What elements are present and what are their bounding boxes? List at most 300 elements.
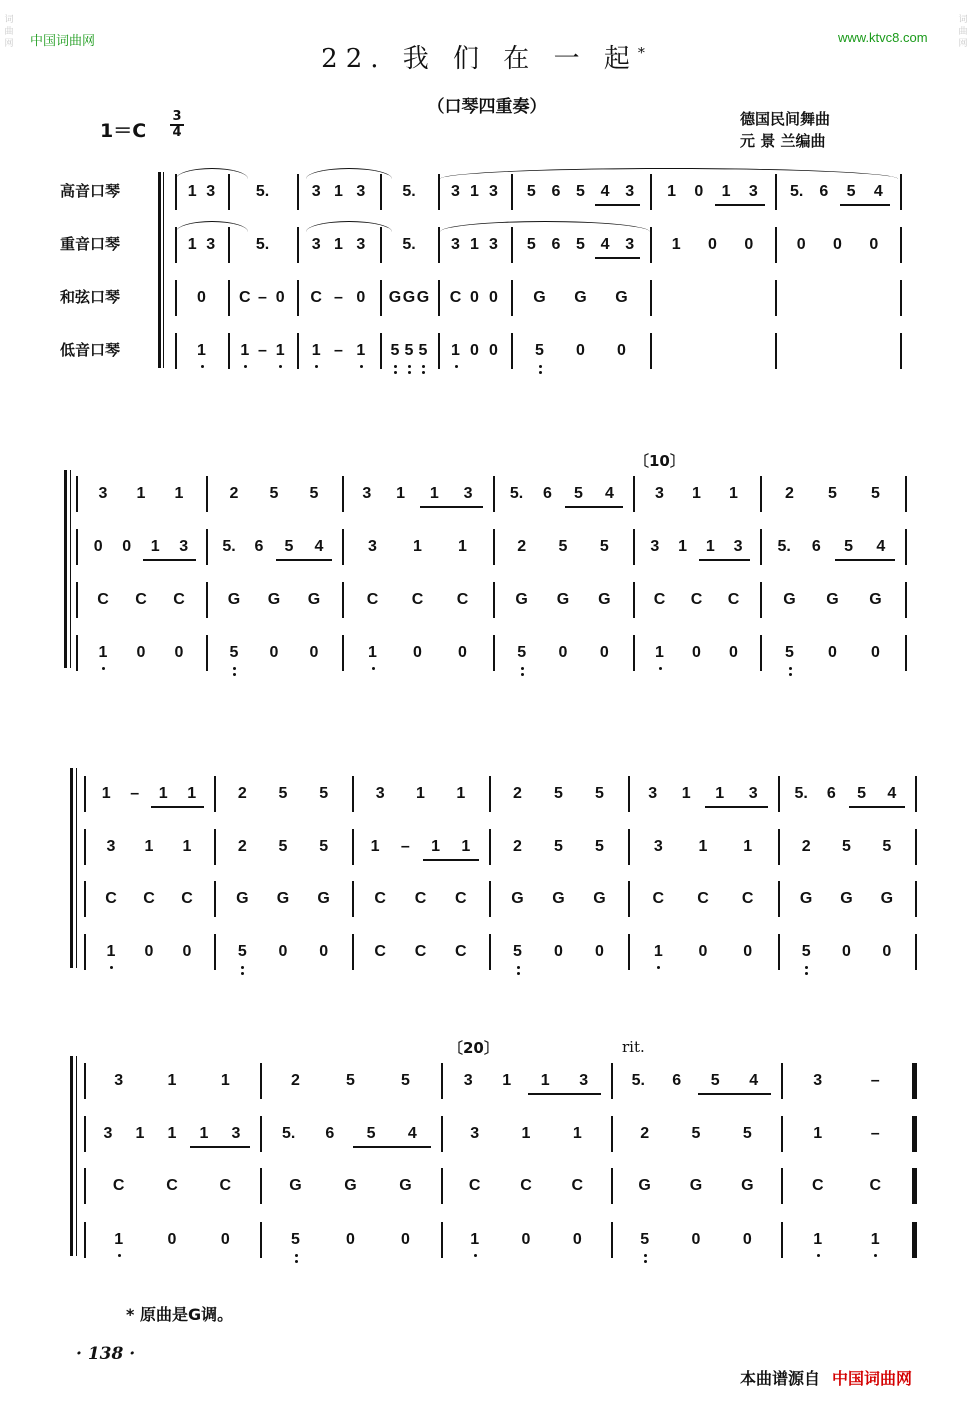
barline xyxy=(650,280,652,316)
note: 5 xyxy=(269,485,279,502)
chord-symbol: G xyxy=(267,591,281,608)
barline xyxy=(633,476,635,512)
low-octave-dot xyxy=(110,966,113,969)
note: 0 xyxy=(309,644,319,661)
rehearsal-mark-10: 〔10〕 xyxy=(634,452,685,470)
note: 1 xyxy=(451,342,460,359)
chord-symbol: C xyxy=(411,591,424,608)
note: 0 xyxy=(356,289,366,306)
barline xyxy=(260,1116,262,1152)
note: 0 xyxy=(698,943,708,960)
barline xyxy=(175,227,177,263)
barline xyxy=(76,476,78,512)
barline xyxy=(438,333,440,369)
barline xyxy=(900,174,902,210)
note: 1 xyxy=(174,485,184,502)
note: 1 xyxy=(470,236,479,253)
chord-symbol: G xyxy=(307,591,321,608)
note: 3 xyxy=(356,183,366,200)
barline xyxy=(633,529,635,565)
barline xyxy=(905,476,907,512)
note: 3 xyxy=(206,183,216,200)
barline xyxy=(760,529,762,565)
note: 0 xyxy=(572,1231,582,1248)
barline xyxy=(493,582,495,618)
note: 5. xyxy=(402,236,416,253)
note: 0 xyxy=(869,236,879,253)
barline xyxy=(915,934,917,970)
barline xyxy=(175,174,177,210)
chord-symbol: G xyxy=(799,890,813,907)
low-octave-dot xyxy=(102,667,105,670)
chord-symbol: C xyxy=(727,591,740,608)
barline xyxy=(84,1116,86,1152)
note: 5 xyxy=(319,838,329,855)
barline xyxy=(260,1063,262,1099)
barline xyxy=(84,881,86,917)
footnote: * 原曲是G调。 xyxy=(126,1305,234,1324)
note: 3 xyxy=(98,485,108,502)
barline xyxy=(380,333,382,369)
chord-symbol: G xyxy=(344,1177,357,1194)
note: 3 xyxy=(311,236,321,253)
note: 2 xyxy=(801,838,811,855)
low-octave-dot xyxy=(241,966,244,969)
chord-symbol: C xyxy=(455,943,467,960)
note: 5 xyxy=(401,1072,410,1089)
note: 5 xyxy=(278,838,288,855)
barline xyxy=(778,881,780,917)
beam-underline xyxy=(151,806,204,808)
barline xyxy=(214,881,216,917)
system-brace-inner xyxy=(70,470,73,668)
note: 5 xyxy=(742,1125,752,1142)
low-octave-dot xyxy=(422,365,425,368)
note: 0 xyxy=(346,1231,355,1248)
note: 2 xyxy=(229,485,239,502)
note: 1 xyxy=(187,183,197,200)
note: – xyxy=(334,342,343,359)
barline xyxy=(781,1116,783,1152)
chord-symbol: C xyxy=(653,591,666,608)
chord-symbol: G xyxy=(416,289,430,306)
note: 0 xyxy=(691,1231,701,1248)
note: 5. xyxy=(509,485,524,502)
note: 1 xyxy=(461,838,471,855)
note: 3 xyxy=(356,236,366,253)
note: 1 xyxy=(334,183,343,200)
instrument-label-chord: 和弦口琴 xyxy=(60,288,121,306)
beam-underline xyxy=(835,559,896,561)
note: 1 xyxy=(144,838,154,855)
note: 4 xyxy=(600,183,610,200)
barline xyxy=(611,1168,613,1204)
note: 3 xyxy=(748,785,758,802)
note: 2 xyxy=(513,838,522,855)
barline xyxy=(175,333,177,369)
barline xyxy=(297,333,299,369)
chord-symbol: G xyxy=(227,591,241,608)
low-octave-dot xyxy=(394,371,397,374)
note: 1 xyxy=(416,785,425,802)
barline xyxy=(905,635,907,671)
chord-symbol: G xyxy=(593,890,606,907)
note: 1 xyxy=(431,838,441,855)
note: 0 xyxy=(470,342,479,359)
note: 5 xyxy=(640,1231,650,1248)
note: 1 xyxy=(458,538,467,555)
low-octave-dot xyxy=(644,1260,647,1263)
barline xyxy=(650,174,652,210)
barline xyxy=(489,776,491,812)
barline xyxy=(380,227,382,263)
chord-symbol: C xyxy=(135,591,147,608)
note: 0 xyxy=(729,644,738,661)
chord-symbol: C xyxy=(571,1177,584,1194)
note: 5 xyxy=(237,943,247,960)
chord-symbol: C xyxy=(869,1177,882,1194)
note: 5 xyxy=(535,342,544,359)
barline xyxy=(905,529,907,565)
note: 1 xyxy=(681,785,691,802)
chord-symbol: C xyxy=(374,890,386,907)
note: 0 xyxy=(413,644,422,661)
note: 1 xyxy=(502,1072,512,1089)
note: 0 xyxy=(401,1231,410,1248)
note: 5. xyxy=(255,183,270,200)
note: 5 xyxy=(576,236,585,253)
beam-underline xyxy=(276,559,332,561)
note: 5 xyxy=(418,342,428,359)
chord-symbol: C xyxy=(173,591,185,608)
note: 2 xyxy=(785,485,794,502)
barline xyxy=(228,280,230,316)
note: 3 xyxy=(103,1125,113,1142)
note: 5 xyxy=(404,342,414,359)
final-barline xyxy=(912,1168,917,1204)
chord-symbol: G xyxy=(880,890,894,907)
note: 5 xyxy=(390,342,400,359)
note: 0 xyxy=(828,644,837,661)
note: 5. xyxy=(281,1125,296,1142)
note: 3 xyxy=(813,1072,823,1089)
note: 0 xyxy=(842,943,851,960)
note: 1 xyxy=(870,1231,880,1248)
note: 0 xyxy=(489,289,498,306)
slur xyxy=(176,168,248,179)
barline xyxy=(175,280,177,316)
low-octave-dot xyxy=(657,966,660,969)
note: 5 xyxy=(857,785,867,802)
chord-symbol: C xyxy=(456,591,469,608)
barline xyxy=(206,635,208,671)
note: 1 xyxy=(158,785,168,802)
barline xyxy=(214,776,216,812)
barline xyxy=(84,829,86,865)
chord-symbol: G xyxy=(869,591,882,608)
note: 3 xyxy=(114,1072,124,1089)
chord-symbol: G xyxy=(388,289,402,306)
chord-symbol: C xyxy=(239,289,251,306)
beam-underline xyxy=(423,859,480,861)
barline xyxy=(778,829,780,865)
note: 1 xyxy=(150,538,160,555)
low-octave-dot xyxy=(874,1254,877,1257)
barline xyxy=(633,635,635,671)
song-subtitle: （口琴四重奏） xyxy=(427,97,547,117)
note: 2 xyxy=(237,785,247,802)
note: 1 xyxy=(715,785,725,802)
barline xyxy=(611,1116,613,1152)
note: 6 xyxy=(819,183,829,200)
barline xyxy=(352,829,354,865)
low-octave-dot xyxy=(521,667,524,670)
low-octave-dot xyxy=(408,365,411,368)
low-octave-dot xyxy=(360,365,363,368)
low-octave-dot xyxy=(455,365,458,368)
title-footnote-mark: * xyxy=(637,45,653,62)
beam-underline xyxy=(528,1093,601,1095)
note: 3 xyxy=(451,183,460,200)
note: 1 xyxy=(705,538,715,555)
chord-symbol: C xyxy=(166,1177,178,1194)
note: 0 xyxy=(122,538,132,555)
barline xyxy=(900,227,902,263)
note: 3 xyxy=(470,1125,480,1142)
page-number: · 138 · xyxy=(76,1344,136,1364)
note: 5. xyxy=(222,538,236,555)
final-barline xyxy=(912,1116,917,1152)
final-barline xyxy=(912,1063,917,1099)
chord-symbol: C xyxy=(449,289,462,306)
note: 1 xyxy=(655,644,664,661)
note: 4 xyxy=(887,785,897,802)
chord-symbol: G xyxy=(276,890,290,907)
note: 1 xyxy=(743,838,753,855)
barline xyxy=(84,1063,86,1099)
note: 0 xyxy=(833,236,842,253)
beam-underline xyxy=(840,204,891,206)
note: 5. xyxy=(789,183,804,200)
chord-symbol: G xyxy=(402,289,416,306)
barline xyxy=(84,934,86,970)
low-octave-dot xyxy=(408,371,411,374)
note: 4 xyxy=(873,183,883,200)
barline xyxy=(650,227,652,263)
note: 5 xyxy=(871,485,880,502)
barline xyxy=(781,1222,783,1258)
note: 0 xyxy=(744,236,754,253)
note: 5 xyxy=(599,538,609,555)
note: 0 xyxy=(882,943,892,960)
chord-symbol: G xyxy=(552,890,565,907)
note: 3 xyxy=(489,236,498,253)
low-octave-dot xyxy=(644,1254,647,1257)
barline xyxy=(228,333,230,369)
low-octave-dot xyxy=(244,365,247,368)
chord-symbol: C xyxy=(520,1177,532,1194)
chord-symbol: G xyxy=(515,591,528,608)
note: 4 xyxy=(605,485,614,502)
chord-symbol: G xyxy=(598,591,611,608)
note: 1 xyxy=(721,183,731,200)
beam-underline xyxy=(595,204,640,206)
note: – xyxy=(258,289,267,306)
note: 0 xyxy=(174,644,184,661)
chord-symbol: C xyxy=(97,591,109,608)
note: 0 xyxy=(521,1231,531,1248)
note: 5 xyxy=(366,1125,376,1142)
note: 5. xyxy=(794,785,808,802)
chord-symbol: G xyxy=(533,289,546,306)
barline xyxy=(760,635,762,671)
ritardando-mark: rit. xyxy=(622,1038,645,1056)
note: 0 xyxy=(489,342,498,359)
barline xyxy=(380,174,382,210)
note: 1 xyxy=(667,183,677,200)
chord-symbol: C xyxy=(143,890,155,907)
note: 5 xyxy=(278,785,288,802)
note: 4 xyxy=(407,1125,417,1142)
chord-symbol: C xyxy=(414,943,427,960)
barline xyxy=(905,582,907,618)
barline xyxy=(493,635,495,671)
note: 4 xyxy=(600,236,610,253)
barline xyxy=(915,881,917,917)
system-brace-inner xyxy=(76,768,79,968)
note: 3 xyxy=(579,1072,589,1089)
site-url-right[interactable]: www.ktvc8.com xyxy=(838,30,928,45)
chord-symbol: C xyxy=(468,1177,481,1194)
beam-underline xyxy=(849,806,906,808)
barline xyxy=(489,829,491,865)
time-signature-top: 3 xyxy=(172,109,182,124)
low-octave-dot xyxy=(789,673,792,676)
source-site-link[interactable]: 中国词曲网 xyxy=(832,1369,913,1388)
note: 1 xyxy=(470,1231,480,1248)
instrument-label-bass: 低音口琴 xyxy=(60,341,121,359)
barline xyxy=(775,280,777,316)
chord-symbol: G xyxy=(840,890,853,907)
note: 5 xyxy=(558,538,568,555)
note: 5 xyxy=(284,538,294,555)
barline xyxy=(441,1116,443,1152)
barline xyxy=(84,1222,86,1258)
barline xyxy=(206,529,208,565)
low-octave-dot xyxy=(805,966,808,969)
note: 3 xyxy=(489,183,498,200)
watermark-right: 词 曲 网 xyxy=(958,15,968,49)
note: 4 xyxy=(749,1072,759,1089)
note: 0 xyxy=(220,1231,230,1248)
barline xyxy=(611,1063,613,1099)
note: 1 xyxy=(368,644,377,661)
barline xyxy=(900,280,902,316)
song-title-text: 22. 我 们 在 一 起 xyxy=(321,44,638,74)
note: 3 xyxy=(311,183,321,200)
chord-symbol: G xyxy=(399,1177,412,1194)
note: 0 xyxy=(144,943,154,960)
barline xyxy=(342,476,344,512)
chord-symbol: C xyxy=(112,1177,125,1194)
barline xyxy=(511,280,513,316)
note: 1 xyxy=(101,785,111,802)
note: 5 xyxy=(710,1072,720,1089)
note: 0 xyxy=(692,644,701,661)
note: 0 xyxy=(319,943,329,960)
barline xyxy=(628,776,630,812)
note: 5 xyxy=(801,943,811,960)
chord-symbol: C xyxy=(652,890,665,907)
barline xyxy=(438,174,440,210)
barline xyxy=(380,280,382,316)
barline xyxy=(76,635,78,671)
low-octave-dot xyxy=(233,673,236,676)
note: 1 xyxy=(98,644,108,661)
chord-symbol: G xyxy=(556,591,570,608)
note: 1 xyxy=(187,236,197,253)
note: 0 xyxy=(743,943,753,960)
low-octave-dot xyxy=(372,667,375,670)
note: 0 xyxy=(278,943,288,960)
note: 1 xyxy=(220,1072,230,1089)
time-signature xyxy=(170,110,184,140)
slur xyxy=(440,221,650,232)
low-octave-dot xyxy=(422,371,425,374)
rehearsal-mark-20: 〔20〕 xyxy=(448,1039,499,1057)
note: 0 xyxy=(595,943,604,960)
chord-symbol: G xyxy=(638,1177,651,1194)
chord-symbol: G xyxy=(511,890,524,907)
low-octave-dot xyxy=(517,972,520,975)
barline xyxy=(214,829,216,865)
note: – xyxy=(870,1072,880,1089)
barline xyxy=(493,476,495,512)
barline xyxy=(438,227,440,263)
watermark-left: 词 曲 网 xyxy=(4,15,14,49)
barline xyxy=(228,227,230,263)
barline xyxy=(611,1222,613,1258)
low-octave-dot xyxy=(295,1260,298,1263)
chord-symbol: C xyxy=(366,591,379,608)
note: 1 xyxy=(167,1072,177,1089)
site-name-left[interactable]: 中国词曲网 xyxy=(30,34,96,49)
note: 1 xyxy=(653,943,663,960)
chord-symbol: G xyxy=(689,1177,703,1194)
note: 5 xyxy=(229,644,239,661)
note: 5. xyxy=(777,538,791,555)
low-octave-dot xyxy=(295,1254,298,1257)
beam-underline xyxy=(699,559,751,561)
note: 1 xyxy=(678,538,688,555)
note: 0 xyxy=(599,644,609,661)
barline xyxy=(915,829,917,865)
note: 5 xyxy=(691,1125,701,1142)
note: 0 xyxy=(470,289,479,306)
barline xyxy=(760,476,762,512)
note: 5 xyxy=(785,644,794,661)
note: 0 xyxy=(182,943,192,960)
note: – xyxy=(334,289,343,306)
barline xyxy=(775,227,777,263)
note: 5 xyxy=(309,485,319,502)
barline xyxy=(228,174,230,210)
note: 1 xyxy=(370,838,380,855)
barline xyxy=(260,1222,262,1258)
note: 1 xyxy=(396,485,406,502)
beam-underline xyxy=(595,257,640,259)
note: 1 xyxy=(540,1072,550,1089)
